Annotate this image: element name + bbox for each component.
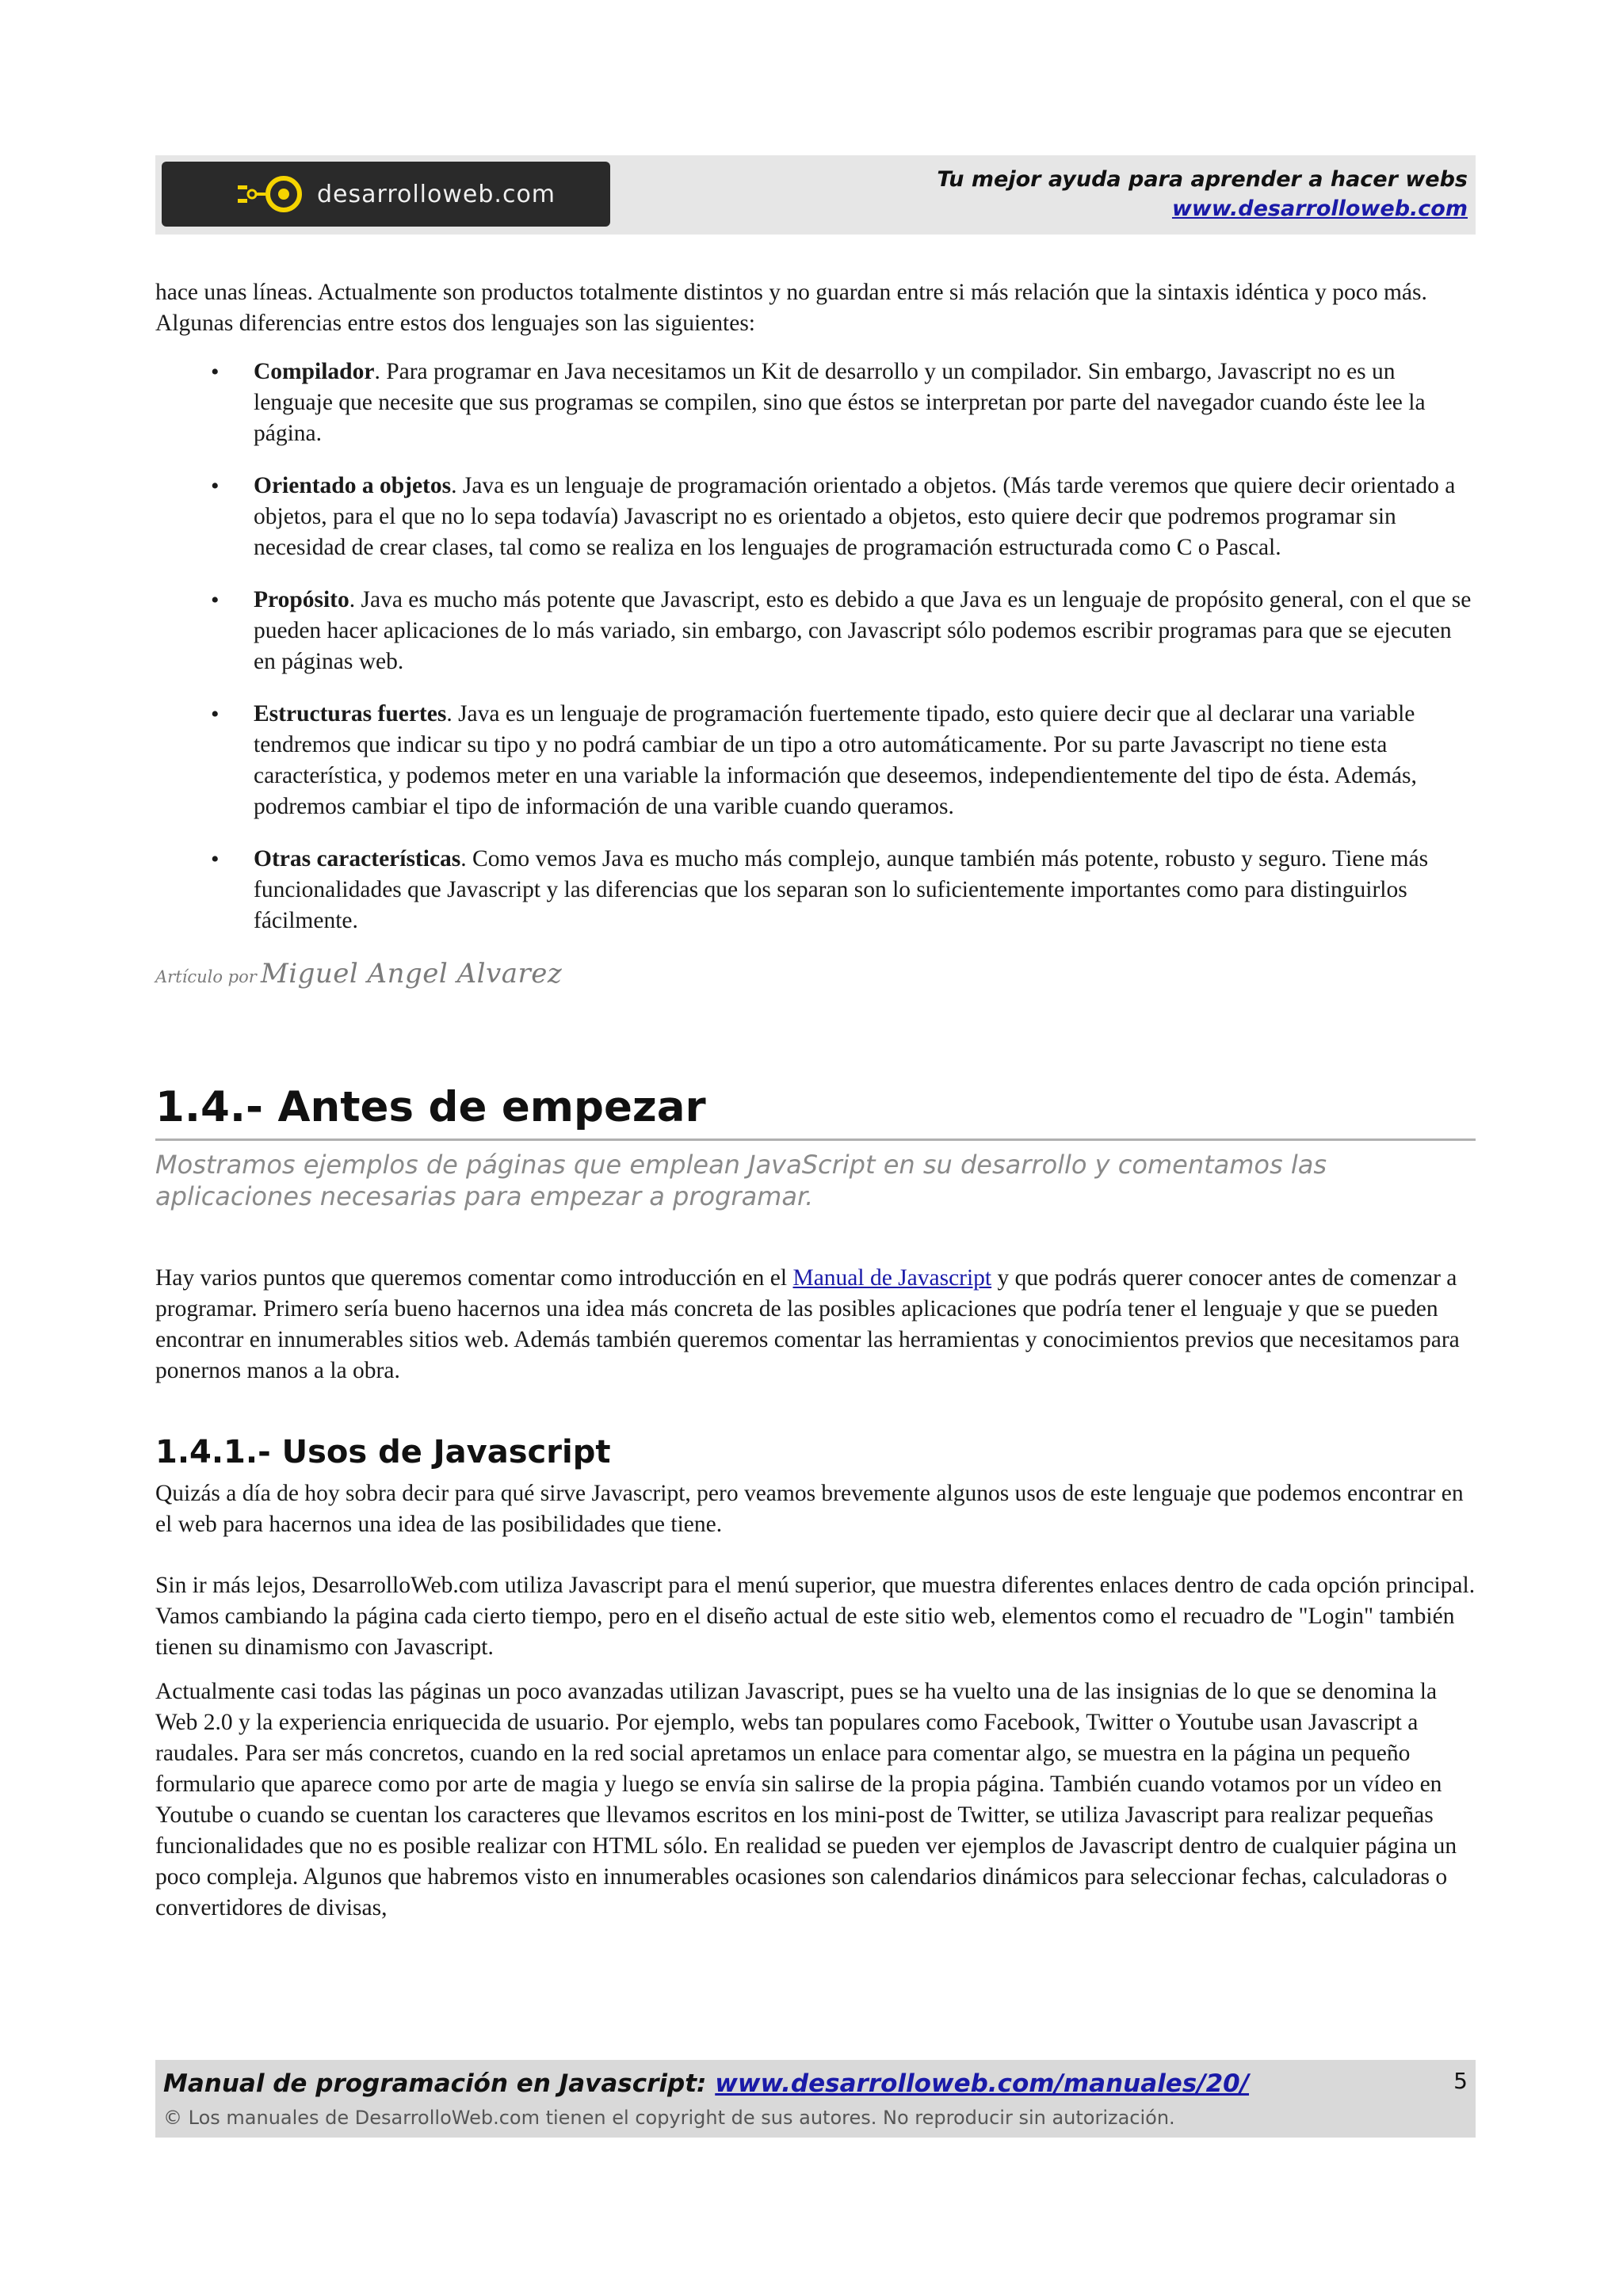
- list-item: [155, 357, 1476, 449]
- subsection-title: 1.4.1.- Usos de Javascript: [155, 1434, 611, 1470]
- bullet-icon: •: [211, 587, 220, 613]
- list-item: [155, 844, 1476, 936]
- item-text: . Java es un lenguaje de programación fuertemente tipado, esto quiere decir que al declarar una variable tendremos que indicar su tipo y no podrá cambiar de un tipo a otro automáticamente. Por su parte Javascript no tiene esta característica, y podemos meter en una variable la información que deseemos, independientemente del tipo de ésta. Además, podremos cambiar el tipo de información de una varible cuando queramos.: [254, 701, 1417, 819]
- subsection-paragraph: Actualmente casi todas las páginas un poco avanzadas utilizan Javascript, pues se ha vuelto una de las insignias de lo que se denomina la Web 2.0 y la experiencia enriquecida de usuario. Por ejemplo, webs tan populares como Facebook, Twitter o Youtube usan Javascript a raudales. Para ser más concretos, cuando en la red social apretamos un enlace para comentar algo, se muestra en la página un pequeño formulario que aparece como por arte de magia y luego se envía sin salirse de la propia página. También cuando votamos por un vídeo en Youtube o cuando se cuentan los caracteres que llevamos escritos en los mini-post de Twitter, se utiliza Javascript para realizar pequeñas funcionalidades que no es posible realizar con HTML sólo. En realidad se pueden ver ejemplos de Javascript dentro de cualquier página un poco compleja. Algunos que habremos visto en innumerables ocasiones son calendarios dinámicos para seleccionar fechas, calculadoras o convertidores de divisas,: [155, 1679, 1457, 1920]
- signature-by: Artículo por: [155, 967, 257, 986]
- logo-text: desarrolloweb.com: [317, 180, 556, 208]
- paragraph-text: Hay varios puntos que queremos comentar como introducción en el: [155, 1265, 793, 1291]
- section-paragraph: [155, 1263, 1476, 1386]
- page-footer: [155, 2060, 1476, 2138]
- header-tagline: [937, 165, 1468, 223]
- footer-manual-line: [163, 2068, 1249, 2100]
- item-term: Compilador: [254, 359, 375, 384]
- paragraph-text: y que podrás querer conocer antes de comenzar a programar. Primero sería bueno hacernos una idea más concreta de las posibles aplicaciones que podría tener el lenguaje y que se pueden encontrar en innumerables sitios web. Además también queremos comentar las herramientas y conocimientos previos que necesitamos para ponernos manos a la obra.: [155, 1265, 1460, 1383]
- item-text: . Como vemos Java es mucho más complejo, aunque también más potente, robusto y seguro. Tiene más funcionalidades que Javascript y las diferencias que los separan son lo suficientemente importantes como para distinguirlos fácilmente.: [254, 846, 1429, 933]
- main-content: [155, 277, 1476, 1924]
- list-item: [155, 585, 1476, 677]
- item-term: Estructuras fuertes: [254, 701, 447, 727]
- item-text: . Java es mucho más potente que Javascript, esto es debido a que Java es un lenguaje de propósito general, con el que se pueden hacer aplicaciones de lo más variado, sin embargo, con Javascript sólo podemos escribir programas para que se ejecuten en páginas web.: [254, 587, 1472, 674]
- author-signature: [155, 958, 1476, 990]
- manual-link[interactable]: Manual de Javascript: [792, 1265, 992, 1291]
- footer-manual-link[interactable]: www.desarrolloweb.com/manuales/20/: [715, 2069, 1250, 2098]
- item-term: Orientado a objetos: [254, 473, 452, 498]
- logo-mark-icon: [235, 174, 314, 214]
- site-logo[interactable]: [162, 162, 610, 227]
- section-title: 1.4.- Antes de empezar: [155, 1081, 1476, 1141]
- page-number: 5: [1453, 2068, 1468, 2094]
- item-text: . Para programar en Java necesitamos un Kit de desarrollo y un compilador. Sin embargo, Javascript no es un lenguaje que necesite que sus programas se compilen, sino que éstos se interpretan por parte del navegador cuando éste lee la página.: [254, 359, 1426, 446]
- item-text: . Java es un lenguaje de programación orientado a objetos. (Más tarde veremos que quiere decir orientado a objetos, para el que no lo sepa todavía) Javascript no es orientado a objetos, esto quiere decir que podremos programar sin necesidad de crear clases, tal como se realiza en los lenguajes de programación estructurada como C o Pascal.: [254, 473, 1456, 560]
- differences-list: [155, 357, 1476, 936]
- subsection-paragraph: Quizás a día de hoy sobra decir para qué sirve Javascript, pero veamos brevemente algunos usos de este lenguaje que podemos encontrar en el web para hacernos una idea de las posibilidades que tiene.: [155, 1481, 1464, 1537]
- item-term: Otras características: [254, 846, 461, 871]
- bullet-icon: •: [211, 359, 220, 385]
- subsection-paragraph: Sin ir más lejos, DesarrolloWeb.com utiliza Javascript para el menú superior, que muestra diferentes enlaces dentro de cada opción principal. Vamos cambiando la página cada cierto tiempo, pero en el diseño actual de este sitio web, elementos como el recuadro de "Login" también tienen su dinamismo con Javascript.: [155, 1573, 1476, 1660]
- footer-manual-label: Manual de programación en Javascript:: [163, 2069, 716, 2098]
- signature-name: Miguel Angel Alvarez: [260, 958, 563, 990]
- page-header: [155, 155, 1476, 235]
- item-term: Propósito: [254, 587, 349, 612]
- bullet-icon: •: [211, 701, 220, 727]
- site-url-link[interactable]: www.desarrolloweb.com: [1171, 196, 1468, 221]
- list-item: [155, 471, 1476, 563]
- bullet-icon: •: [211, 846, 220, 872]
- list-item: [155, 699, 1476, 822]
- bullet-icon: •: [211, 473, 220, 499]
- section-lead: Mostramos ejemplos de páginas que emplean JavaScript en su desarrollo y comentamos las aplicaciones necesarias para empezar a programar.: [155, 1150, 1327, 1211]
- tagline-text: Tu mejor ayuda para aprender a hacer webs: [937, 167, 1468, 192]
- intro-paragraph: hace unas líneas. Actualmente son productos totalmente distintos y no guardan entre si más relación que la sintaxis idéntica y poco más. Algunas diferencias entre estos dos lenguajes son las siguientes:: [155, 280, 1427, 336]
- footer-copyright: © Los manuales de DesarrolloWeb.com tienen el copyright de sus autores. No reproducir sin autorización.: [163, 2107, 1175, 2129]
